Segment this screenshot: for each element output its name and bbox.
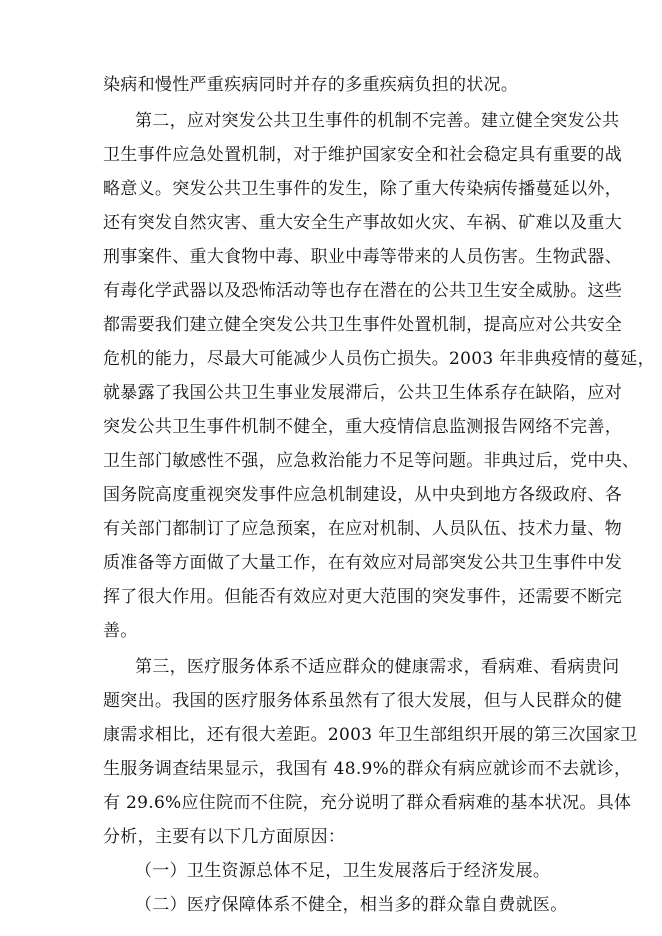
- paragraph-2-line-1: 第二，应对突发公共卫生事件的机制不完善。建立健全突发公共: [135, 111, 620, 131]
- paragraph-3-line-3: 康需求相比，还有很大差距。2003 年卫生部组织开展的第三次国家卫: [103, 725, 638, 745]
- paragraph-2-line-15: 挥了很大作用。但能否有效应对更大范围的突发事件，还需要不断完: [103, 587, 622, 607]
- paragraph-2-line-5: 刑事案件、重大食物中毒、职业中毒等带来的人员伤害。生物武器、: [103, 247, 622, 267]
- paragraph-2-line-12: 国务院高度重视突发事件应急机制建设，从中央到地方各级政府、各: [103, 485, 622, 505]
- list-item-1: （一）卫生资源总体不足，卫生发展落后于经济发展。: [135, 861, 551, 881]
- paragraph-3-line-1: 第三，医疗服务体系不适应群众的健康需求，看病难、看病贵问: [135, 657, 620, 677]
- paragraph-3-line-5: 有 29.6%应住院而不住院，充分说明了群众看病难的基本状况。具体: [103, 793, 632, 813]
- paragraph-2-line-3: 略意义。突发公共卫生事件的发生，除了重大传染病传播蔓延以外，: [103, 179, 622, 199]
- paragraph-2-line-6: 有毒化学武器以及恐怖活动等也存在潜在的公共卫生安全威胁。这些: [103, 281, 622, 301]
- paragraph-2-line-14: 质准备等方面做了大量工作，在有效应对局部突发公共卫生事件中发: [103, 553, 622, 573]
- paragraph-2-line-4: 还有突发自然灾害、重大安全生产事故如火灾、车祸、矿难以及重大: [103, 213, 622, 233]
- paragraph-2-line-16: 善。: [103, 621, 138, 641]
- paragraph-3-line-6: 分析，主要有以下几方面原因：: [103, 827, 346, 847]
- paragraph-2-line-9: 就暴露了我国公共卫生事业发展滞后，公共卫生体系存在缺陷，应对: [103, 383, 622, 403]
- paragraph-2-line-11: 卫生部门敏感性不强，应急救治能力不足等问题。非典过后，党中央、: [103, 451, 640, 471]
- paragraph-2-line-2: 卫生事件应急处置机制，对于维护国家安全和社会稳定具有重要的战: [103, 145, 622, 165]
- list-item-2: （二）医疗保障体系不健全，相当多的群众靠自费就医。: [135, 895, 568, 915]
- paragraph-2-line-10: 突发公共卫生事件机制不健全，重大疫情信息监测报告网络不完善，: [103, 417, 622, 437]
- paragraph-2-line-13: 有关部门都制订了应急预案，在应对机制、人员队伍、技术力量、物: [103, 519, 622, 539]
- paragraph-2-line-7: 都需要我们建立健全突发公共卫生事件处置机制，提高应对公共安全: [103, 315, 622, 335]
- text-line-1: 染病和慢性严重疾病同时并存的多重疾病负担的状况。: [103, 75, 519, 95]
- paragraph-3-line-4: 生服务调查结果显示，我国有 48.9%的群众有病应就诊而不去就诊，: [103, 759, 632, 779]
- paragraph-3-line-2: 题突出。我国的医疗服务体系虽然有了很大发展，但与人民群众的健: [103, 691, 622, 711]
- paragraph-2-line-8: 危机的能力，尽最大可能减少人员伤亡损失。2003 年非典疫情的蔓延，: [103, 349, 655, 369]
